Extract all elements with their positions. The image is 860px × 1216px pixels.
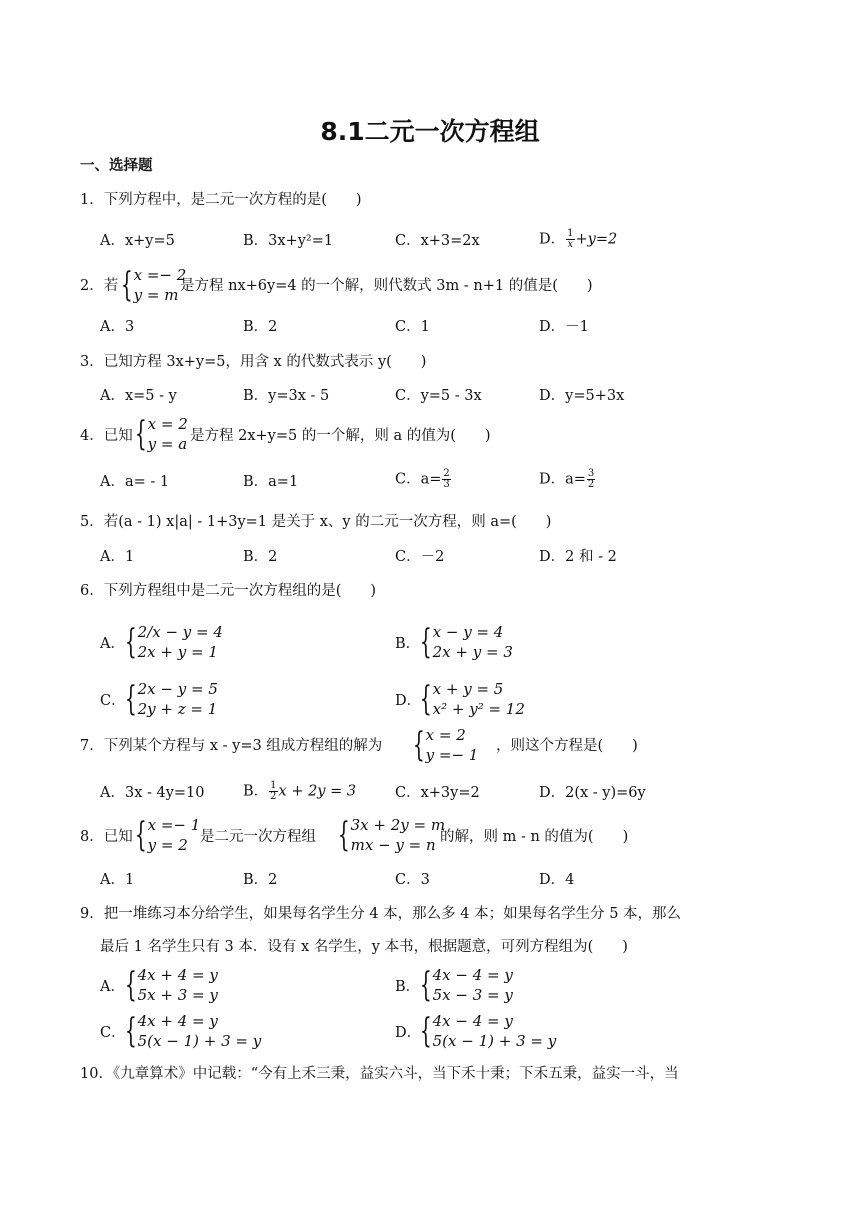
page-title: 8.1二元一次方程组 xyxy=(320,117,540,146)
q9-option-d-system: { 4x − 4 = y 5(x − 1) + 3 = y xyxy=(419,1011,557,1051)
brace-icon: { xyxy=(419,679,432,719)
q9-option-b-label: B． xyxy=(395,979,421,995)
q6-stem: 6．下列方程组中是二元一次方程组的是( ) xyxy=(80,583,377,599)
q7-system: { x = 2 y =− 1 xyxy=(412,725,479,765)
q2-system: { x =− 2 y = m xyxy=(120,265,187,305)
fraction: $\frac{1}{2}$ xyxy=(270,780,277,802)
q2-pre: 2．若 xyxy=(80,278,119,294)
q3-option-c: C．y=5 - 3x xyxy=(395,388,482,404)
q8-option-d: D．4 xyxy=(539,872,575,888)
q4-option-b: B．a=1 xyxy=(243,474,299,490)
brace-icon: { xyxy=(124,622,137,662)
brace-icon: { xyxy=(419,965,432,1005)
q2-stem: 是方程 nx+6y=4 的一个解，则代数式 3m - n+1 的值是( ) xyxy=(180,278,593,294)
q1-stem: 1．下列方程中，是二元一次方程的是( ) xyxy=(80,192,362,208)
q6-option-b-label: B． xyxy=(395,636,421,652)
q5-option-d: D．2 和 - 2 xyxy=(539,549,617,565)
q2-option-a: A．3 xyxy=(100,319,135,335)
q6-option-a-label: A． xyxy=(100,636,125,652)
q8-option-b: B．2 xyxy=(243,872,278,888)
q2-option-d: D．－1 xyxy=(539,319,589,335)
q9-line2: 最后 1 名学生只有 3 本．设有 x 名学生，y 本书，根据题意，可列方程组为( ) xyxy=(100,939,628,955)
brace-icon: { xyxy=(124,1011,137,1051)
brace-icon: { xyxy=(134,414,147,454)
q4-option-d: D．a= $\frac{3}{2}$ xyxy=(539,468,595,490)
brace-icon: { xyxy=(124,965,137,1005)
q9-option-c-label: C． xyxy=(100,1025,126,1041)
q9-option-a-system: { 4x + 4 = y 5x + 3 = y xyxy=(124,965,218,1005)
q6-option-b-system: { x − y = 4 2x + y = 3 xyxy=(419,622,513,662)
q8-system-2: { 3x + 2y = m mx − y = n xyxy=(337,815,446,855)
q5-stem: 5．若(a - 1) x|a| - 1+3y=1 是关于 x、y 的二元一次方程，则 a=( ) xyxy=(80,514,552,530)
q7-option-b: B． $\frac{1}{2}$ x + 2y = 3 xyxy=(243,780,357,802)
brace-icon: { xyxy=(124,679,137,719)
q5-option-c: C．－2 xyxy=(395,549,445,565)
q8-pre: 8．已知 xyxy=(80,829,133,845)
q1-option-c: C．x+3=2x xyxy=(395,233,480,249)
q6-option-c-system: { 2x − y = 5 2y + z = 1 xyxy=(124,679,218,719)
q1-option-d: D． $\frac{1}{x}$ +y=2 xyxy=(539,228,618,250)
q4-option-c: C．a= $\frac{2}{3}$ xyxy=(395,468,450,490)
q8-stem: 的解，则 m - n 的值为( ) xyxy=(440,829,629,845)
q9-option-a-label: A． xyxy=(100,979,125,995)
q7-stem: ，则这个方程是( ) xyxy=(496,738,638,754)
q8-system-1: { x =− 1 y = 2 xyxy=(134,815,201,855)
q10-stem: 10．《九章算术》中记载：“今有上禾三秉，益实六斗，当下禾十秉；下禾五秉，益实一斗，当 xyxy=(80,1066,679,1082)
q5-option-b: B．2 xyxy=(243,549,278,565)
brace-icon: { xyxy=(337,815,350,855)
q6-option-c-label: C． xyxy=(100,693,126,709)
q4-pre: 4．已知 xyxy=(80,428,133,444)
q9-line1: 9．把一堆练习本分给学生，如果每名学生分 4 本，那么多 4 本；如果每名学生分 5 本，那么 xyxy=(80,906,682,922)
q9-option-c-system: { 4x + 4 = y 5(x − 1) + 3 = y xyxy=(124,1011,262,1051)
brace-icon: { xyxy=(419,622,432,662)
q8-option-c: C．3 xyxy=(395,872,430,888)
q4-system: { x = 2 y = a xyxy=(134,414,188,454)
q3-option-d: D．y=5+3x xyxy=(539,388,625,404)
fraction: $\frac{1}{x}$ xyxy=(567,228,574,250)
q6-option-d-label: D． xyxy=(395,693,422,709)
q8-mid: 是二元一次方程组 xyxy=(200,829,316,845)
q4-stem: 是方程 2x+y=5 的一个解，则 a 的值为( ) xyxy=(190,428,491,444)
q7-pre: 7．下列某个方程与 x - y=3 组成方程组的解为 xyxy=(80,738,383,754)
brace-icon: { xyxy=(412,725,425,765)
section-heading: 一、选择题 xyxy=(80,158,153,174)
q3-stem: 3．已知方程 3x+y=5，用含 x 的代数式表示 y( ) xyxy=(80,354,427,370)
q4-option-a: A．a= - 1 xyxy=(100,474,170,490)
q3-option-b: B．y=3x - 5 xyxy=(243,388,330,404)
q7-option-c: C．x+3y=2 xyxy=(395,785,480,801)
q7-option-a: A．3x - 4y=10 xyxy=(100,785,205,801)
q2-option-b: B．2 xyxy=(243,319,278,335)
q1-option-a: A．x+y=5 xyxy=(100,233,175,249)
q9-option-d-label: D． xyxy=(395,1025,422,1041)
brace-icon: { xyxy=(120,265,133,305)
q1-option-b: B．3x+y²=1 xyxy=(243,233,334,249)
q6-option-d-system: { x + y = 5 x² + y² = 12 xyxy=(419,679,525,719)
brace-icon: { xyxy=(134,815,147,855)
q2-option-c: C．1 xyxy=(395,319,430,335)
q3-option-a: A．x=5 - y xyxy=(100,388,177,404)
brace-icon: { xyxy=(419,1011,432,1051)
q7-option-d: D．2(x - y)=6y xyxy=(539,785,646,801)
q6-option-a-system: { 2/x − y = 4 2x + y = 1 xyxy=(124,622,223,662)
q9-option-b-system: { 4x − 4 = y 5x − 3 = y xyxy=(419,965,513,1005)
fraction: $\frac{3}{2}$ xyxy=(587,468,595,490)
q5-option-a: A．1 xyxy=(100,549,135,565)
fraction: $\frac{2}{3}$ xyxy=(443,468,450,490)
q8-option-a: A．1 xyxy=(100,872,135,888)
